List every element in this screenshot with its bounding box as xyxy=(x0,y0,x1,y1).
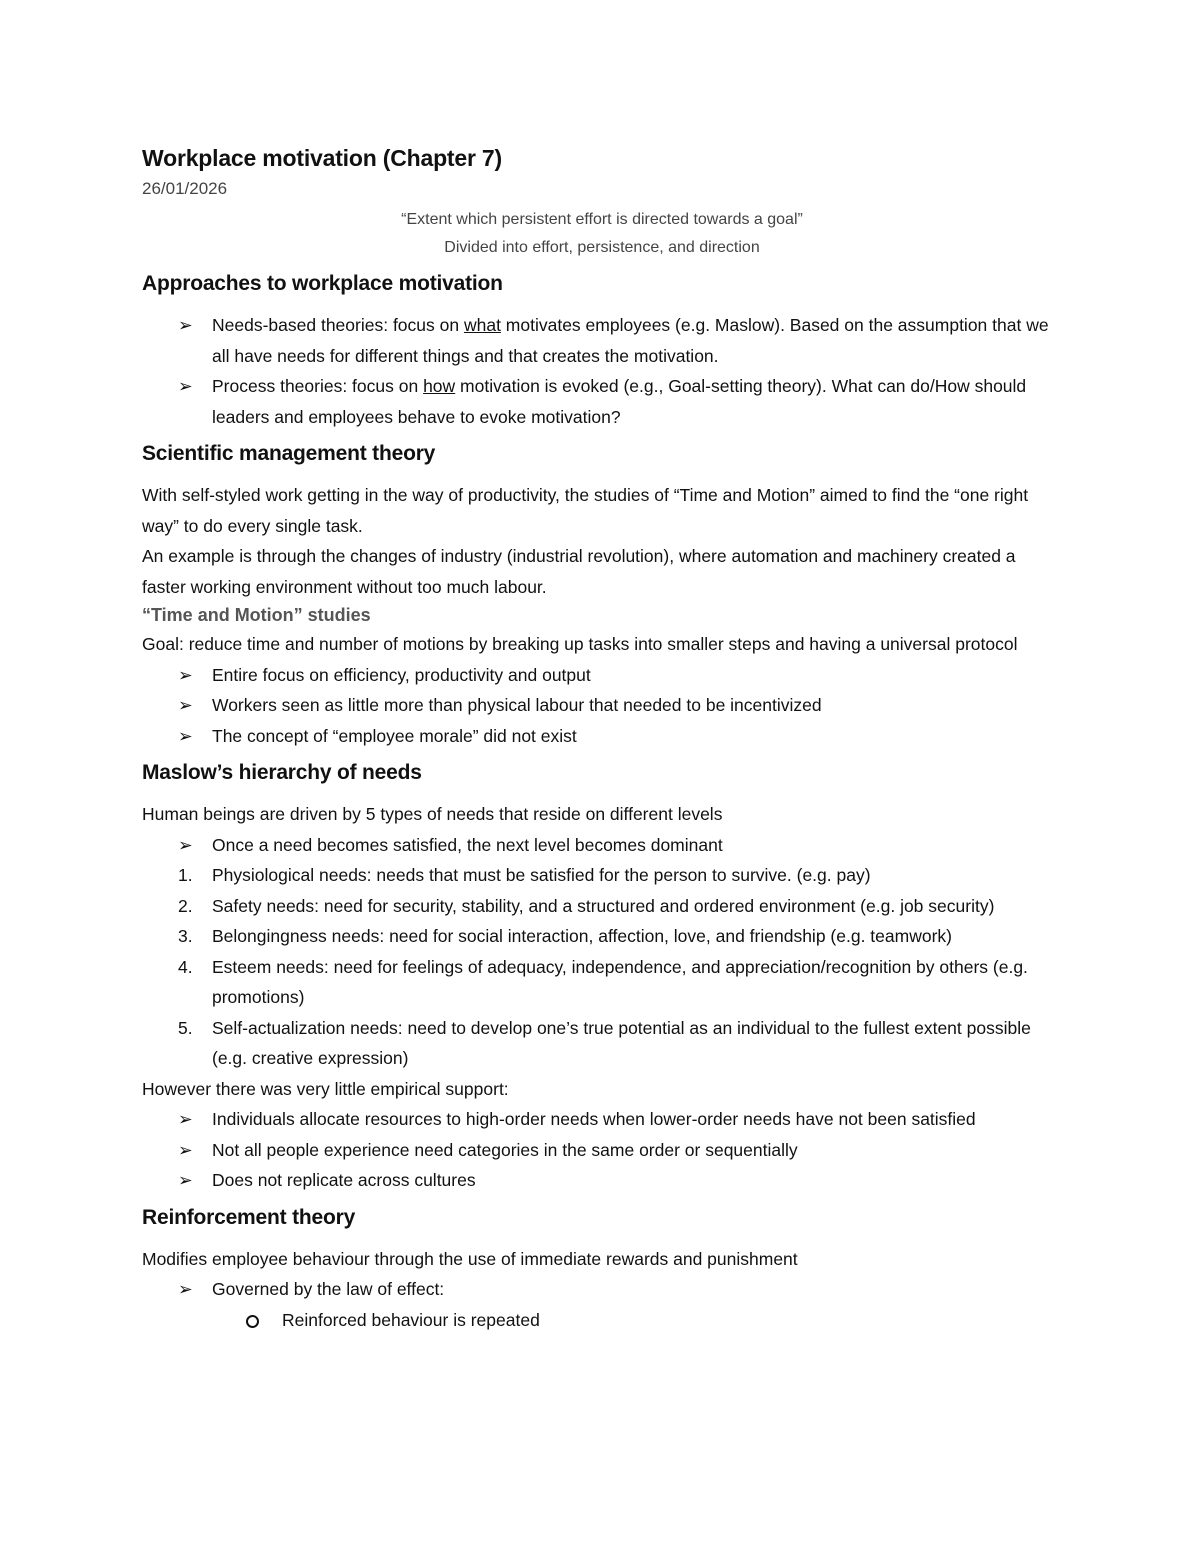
item-text: Individuals allocate resources to high-order needs when lower-order needs have not been satisfied xyxy=(212,1109,976,1129)
list-item xyxy=(142,1165,1062,1196)
list-item xyxy=(142,952,1062,1013)
list-item xyxy=(142,721,1062,752)
scientific-para-1: With self-styled work getting in the way of productivity, the studies of “Time and Motion” aimed to find the “one right way” to do every single task. xyxy=(142,485,1029,536)
list-number: 4. xyxy=(178,956,193,977)
item-text: Not all people experience need categories in the same order or sequentially xyxy=(212,1139,798,1160)
maslow-support-list xyxy=(142,1104,1062,1196)
arrow-bullet-icon: ➢ xyxy=(178,725,193,746)
scientific-para-2: An example is through the changes of industry (industrial revolution), where automation and machinery created a faster working environment without too much labour. xyxy=(142,546,1016,597)
arrow-bullet-icon: ➢ xyxy=(178,664,193,685)
arrow-bullet-icon: ➢ xyxy=(178,834,193,855)
list-item xyxy=(142,891,1062,922)
circle-bullet-icon xyxy=(246,1305,276,1338)
approaches-list xyxy=(142,310,1062,432)
list-number: 5. xyxy=(178,1017,193,1038)
arrow-bullet-icon: ➢ xyxy=(178,1109,193,1129)
list-item xyxy=(142,660,1062,691)
list-item xyxy=(142,310,1062,371)
list-number: 3. xyxy=(178,926,193,946)
maslow-needs-list xyxy=(142,860,1062,1074)
arrow-bullet-icon: ➢ xyxy=(178,376,193,396)
item-text: Esteem needs: need for feelings of adequacy, independence, and appreciation/recognition by others (e.g. promotions) xyxy=(212,956,1028,1007)
document-date: 26/01/2026 xyxy=(142,179,228,198)
list-item xyxy=(142,1274,1062,1305)
time-motion-list xyxy=(142,660,1062,752)
item-text: Physiological needs: needs that must be satisfied for the person to survive. (e.g. pay) xyxy=(212,865,871,885)
item-text: motivation is evoked (e.g., Goal-setting theory). What can do/How should leaders and employees behave to evoke motivation? xyxy=(212,376,1027,427)
item-text: Once a need becomes satisfied, the next level becomes dominant xyxy=(212,834,723,855)
item-text: Needs-based theories: focus on xyxy=(212,315,464,335)
reinforcement-list xyxy=(142,1274,1062,1335)
item-text: Governed by the law of effect: xyxy=(212,1279,445,1299)
underlined-word: how xyxy=(423,376,456,396)
arrow-bullet-icon: ➢ xyxy=(178,1139,193,1160)
list-item xyxy=(142,371,1062,432)
definition-sub: Divided into effort, persistence, and direction xyxy=(444,239,760,256)
item-text: motivates employees (e.g. Maslow). Based on the assumption that we all have needs for different things and that creates the motivation. xyxy=(212,315,1049,366)
underlined-word: what xyxy=(463,315,501,335)
list-item xyxy=(142,860,1062,891)
heading-approaches: Approaches to workplace motivation xyxy=(142,272,503,295)
arrow-bullet-icon: ➢ xyxy=(178,1170,193,1190)
list-number: 2. xyxy=(178,895,193,916)
heading-scientific: Scientific management theory xyxy=(142,442,436,465)
subheading-time-motion: “Time and Motion” studies xyxy=(142,605,371,625)
arrow-bullet-icon: ➢ xyxy=(178,1279,193,1299)
item-text: The concept of “employee morale” did not exist xyxy=(212,725,577,746)
item-text: Does not replicate across cultures xyxy=(212,1170,476,1190)
heading-reinforcement: Reinforcement theory xyxy=(142,1205,356,1229)
arrow-bullet-icon: ➢ xyxy=(178,695,193,715)
item-text: Safety needs: need for security, stability, and a structured and ordered environment (e.g. job security) xyxy=(212,895,995,916)
time-motion-goal: Goal: reduce time and number of motions by breaking up tasks into smaller steps and having a universal protocol xyxy=(142,634,1018,654)
maslow-arrow-list xyxy=(142,830,1062,861)
reinforcement-intro: Modifies employee behaviour through the use of immediate rewards and punishment xyxy=(142,1248,798,1269)
list-item xyxy=(142,1135,1062,1166)
maslow-intro: Human beings are driven by 5 types of needs that reside on different levels xyxy=(142,804,723,824)
item-text: Self-actualization needs: need to develop one’s true potential as an individual to the fullest extent possible (e.g. creative expression) xyxy=(212,1017,1031,1068)
list-item xyxy=(142,1013,1062,1074)
list-item xyxy=(142,1305,1062,1336)
maslow-however: However there was very little empirical support: xyxy=(142,1078,509,1099)
list-item xyxy=(142,1104,1062,1135)
item-text: Belongingness needs: need for social interaction, affection, love, and friendship (e.g. teamwork) xyxy=(212,926,952,946)
item-text: Workers seen as little more than physical labour that needed to be incentivized xyxy=(212,695,822,715)
item-text: Entire focus on efficiency, productivity and output xyxy=(212,664,591,685)
list-item xyxy=(142,921,1062,952)
list-item xyxy=(142,830,1062,861)
document-title: Workplace motivation (Chapter 7) xyxy=(142,145,502,171)
item-text: Process theories: focus on xyxy=(212,376,424,396)
heading-maslow: Maslow’s hierarchy of needs xyxy=(142,761,422,784)
arrow-bullet-icon: ➢ xyxy=(178,315,193,335)
definition-quote: “Extent which persistent effort is directed towards a goal” xyxy=(401,211,803,228)
list-number: 1. xyxy=(178,865,193,885)
document-page xyxy=(142,140,1062,1335)
list-item xyxy=(142,690,1062,721)
item-text: Reinforced behaviour is repeated xyxy=(282,1309,540,1330)
